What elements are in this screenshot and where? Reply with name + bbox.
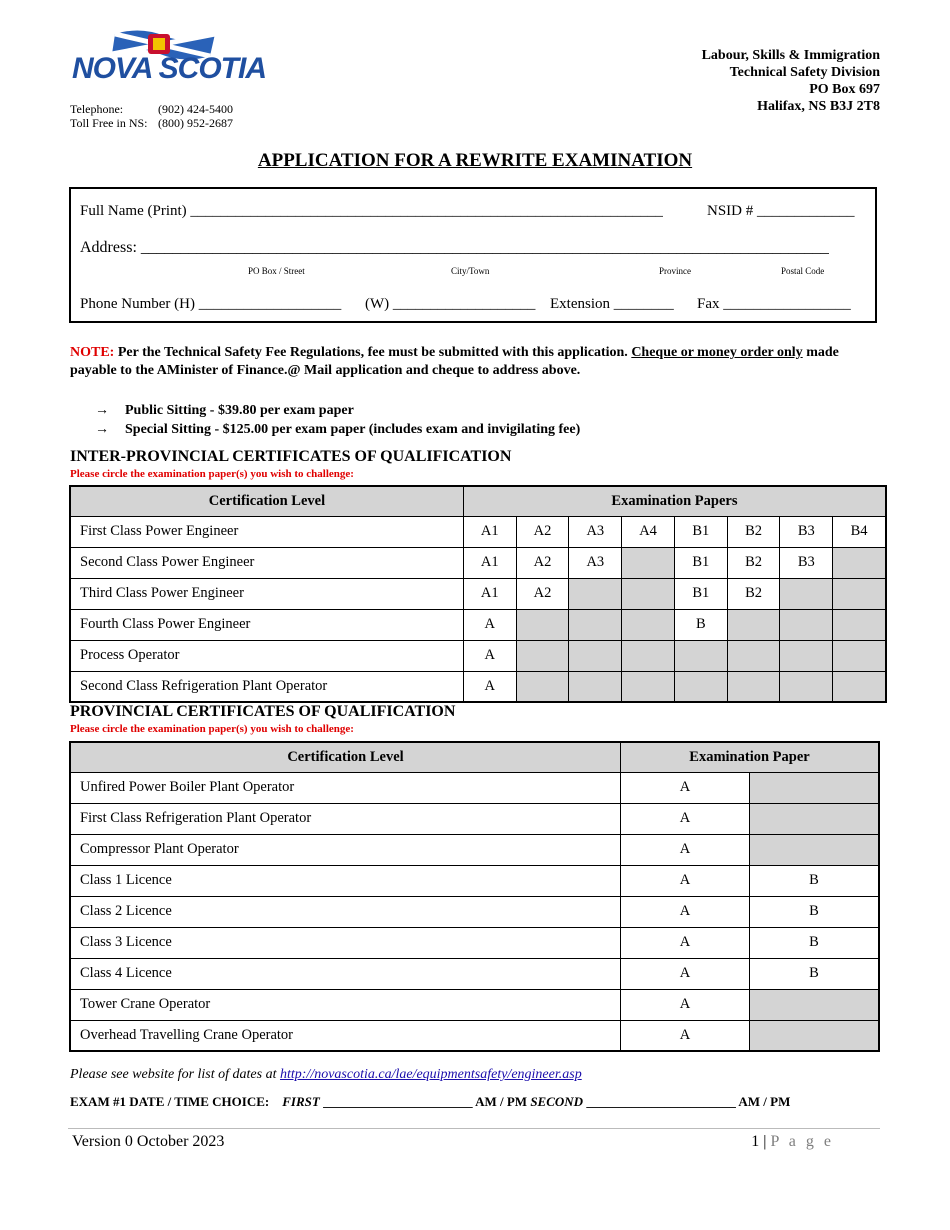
table-row <box>70 865 879 896</box>
cheque-emphasis: Cheque or money order only <box>631 345 803 360</box>
certification-name: Third Class Power Engineer <box>70 578 463 609</box>
phone-work-field[interactable]: (W) ___________________ <box>365 296 536 312</box>
contact-info <box>70 102 233 130</box>
website-note: Please see website for list of dates at http://novascotia.ca/lae/equipmentsafety/engineer.asp <box>70 1067 582 1082</box>
table-row <box>70 803 879 834</box>
exam-paper-cell[interactable]: B4 <box>833 516 886 547</box>
empty-cell <box>674 640 727 671</box>
certification-name: First Class Power Engineer <box>70 516 463 547</box>
empty-cell <box>750 834 880 865</box>
exam-paper-cell[interactable]: A2 <box>516 516 569 547</box>
col-examination-papers: Examination Papers <box>463 486 886 516</box>
exam-paper-cell[interactable]: A2 <box>516 547 569 578</box>
address-sub-postal: Postal Code <box>781 266 825 276</box>
first-choice-field[interactable]: _______________________ AM / PM <box>319 1094 531 1109</box>
exam-paper-cell[interactable]: A <box>621 896 750 927</box>
exam-paper-cell[interactable]: B <box>750 896 880 927</box>
empty-cell <box>516 609 569 640</box>
fax-field[interactable]: Fax _________________ <box>697 296 851 312</box>
exam-paper-cell[interactable]: A <box>463 640 516 671</box>
page-title: APPLICATION FOR A REWRITE EXAMINATION <box>257 150 693 171</box>
table-row <box>70 927 879 958</box>
empty-cell <box>750 772 880 803</box>
col-certification-level: Certification Level <box>70 486 463 516</box>
po-box: PO Box 697 <box>809 82 880 97</box>
col-certification-level: Certification Level <box>70 742 621 772</box>
empty-cell <box>622 578 675 609</box>
certification-name: First Class Refrigeration Plant Operator <box>70 803 621 834</box>
exam-paper-cell[interactable]: A <box>621 1020 750 1051</box>
certification-name: Unfired Power Boiler Plant Operator <box>70 772 621 803</box>
empty-cell <box>569 671 622 702</box>
page-number: 1 | P a g e <box>751 1133 834 1150</box>
empty-cell <box>727 640 780 671</box>
version-text: Version 0 October 2023 <box>72 1133 225 1150</box>
interprov-instruction: Please circle the examination paper(s) you wish to challenge: <box>70 468 354 480</box>
office-address <box>702 47 880 115</box>
exam-paper-cell[interactable]: B1 <box>674 516 727 547</box>
address-sub-city: City/Town <box>451 266 490 276</box>
phone-home-field[interactable]: Phone Number (H) ___________________ <box>80 296 342 312</box>
exam-paper-cell[interactable]: A <box>621 865 750 896</box>
exam-paper-cell[interactable]: B3 <box>780 547 833 578</box>
exam-paper-cell[interactable]: A1 <box>463 547 516 578</box>
arrow-right-icon: → <box>95 403 109 418</box>
exam-paper-cell[interactable]: A <box>621 958 750 989</box>
applicant-info-box <box>69 187 877 323</box>
fee-public: → Public Sitting - $39.80 per exam paper <box>95 403 354 418</box>
empty-cell <box>622 609 675 640</box>
exam-paper-cell[interactable]: B2 <box>727 578 780 609</box>
exam-paper-cell[interactable]: B1 <box>674 578 727 609</box>
certification-name: Compressor Plant Operator <box>70 834 621 865</box>
table-row <box>70 671 886 702</box>
exam-paper-cell[interactable]: B <box>750 865 880 896</box>
second-choice-field[interactable]: _______________________ AM / PM <box>583 1094 791 1109</box>
exam-paper-cell[interactable]: A <box>621 834 750 865</box>
logo-text: NOVA SCOTIA <box>72 52 267 85</box>
empty-cell <box>833 578 886 609</box>
empty-cell <box>833 671 886 702</box>
exam-paper-cell[interactable]: A <box>621 989 750 1020</box>
empty-cell <box>780 609 833 640</box>
telephone-value: (902) 424-5400 <box>158 102 233 116</box>
certification-name: Process Operator <box>70 640 463 671</box>
exam-paper-cell[interactable]: A1 <box>463 516 516 547</box>
empty-cell <box>516 671 569 702</box>
empty-cell <box>750 989 880 1020</box>
certification-name: Overhead Travelling Crane Operator <box>70 1020 621 1051</box>
exam-paper-cell[interactable]: A <box>621 772 750 803</box>
address-sub-pobox: PO Box / Street <box>248 266 305 276</box>
empty-cell <box>569 640 622 671</box>
empty-cell <box>833 609 886 640</box>
empty-cell <box>569 609 622 640</box>
certification-name: Second Class Refrigeration Plant Operator <box>70 671 463 702</box>
table-row <box>70 609 886 640</box>
table-row <box>70 578 886 609</box>
exam-paper-cell[interactable]: B2 <box>727 547 780 578</box>
empty-cell <box>833 547 886 578</box>
certification-name: Class 4 Licence <box>70 958 621 989</box>
exam-paper-cell[interactable]: A <box>621 927 750 958</box>
division: Technical Safety Division <box>729 65 880 80</box>
empty-cell <box>780 640 833 671</box>
certification-name: Class 2 Licence <box>70 896 621 927</box>
arrow-right-icon: → <box>95 422 109 437</box>
empty-cell <box>569 578 622 609</box>
tollfree-value: (800) 952-2687 <box>158 116 233 130</box>
prov-table <box>69 741 880 1052</box>
table-row <box>70 1020 879 1051</box>
certification-name: Second Class Power Engineer <box>70 547 463 578</box>
prov-instruction: Please circle the examination paper(s) you wish to challenge: <box>70 723 354 735</box>
table-row <box>70 640 886 671</box>
table-row <box>70 958 879 989</box>
empty-cell <box>622 547 675 578</box>
address-field[interactable]: Address: ______________________________________________________________________________________ <box>80 239 829 256</box>
table-row <box>70 834 879 865</box>
empty-cell <box>727 671 780 702</box>
exam-paper-cell[interactable]: A4 <box>622 516 675 547</box>
table-row <box>70 772 879 803</box>
empty-cell <box>674 671 727 702</box>
fee-list <box>95 401 580 439</box>
table-row <box>70 896 879 927</box>
prov-title: PROVINCIAL CERTIFICATES OF QUALIFICATION <box>70 703 456 720</box>
extension-field[interactable]: Extension ________ <box>550 296 674 312</box>
exam-date-choice: EXAM #1 DATE / TIME CHOICE: FIRST _______________________ AM / PM SECOND _______________________ AM / PM <box>70 1094 791 1109</box>
nsid-field[interactable]: NSID # _____________ <box>707 203 855 219</box>
exam-paper-cell[interactable]: A3 <box>569 516 622 547</box>
certification-name: Class 3 Licence <box>70 927 621 958</box>
note-label: NOTE: <box>70 345 115 360</box>
exam-paper-cell[interactable]: B3 <box>780 516 833 547</box>
interprov-table <box>69 485 887 703</box>
exam-paper-cell[interactable]: B <box>750 927 880 958</box>
empty-cell <box>833 640 886 671</box>
certification-name: Class 1 Licence <box>70 865 621 896</box>
col-examination-paper: Examination Paper <box>621 742 880 772</box>
exam-paper-cell[interactable]: A3 <box>569 547 622 578</box>
certification-name: Fourth Class Power Engineer <box>70 609 463 640</box>
certification-name: Tower Crane Operator <box>70 989 621 1020</box>
table-row <box>70 547 886 578</box>
full-name-field[interactable]: Full Name (Print) _______________________________________________________________ <box>80 203 663 219</box>
empty-cell <box>516 640 569 671</box>
footer-divider <box>68 1128 880 1129</box>
table-row <box>70 516 886 547</box>
empty-cell <box>780 578 833 609</box>
exam-paper-cell[interactable]: A2 <box>516 578 569 609</box>
empty-cell <box>622 640 675 671</box>
address-sub-province: Province <box>659 266 691 276</box>
empty-cell <box>727 609 780 640</box>
empty-cell <box>780 671 833 702</box>
exam-paper-cell[interactable]: A <box>621 803 750 834</box>
table-row <box>70 989 879 1020</box>
website-link[interactable]: http://novascotia.ca/lae/equipmentsafety/engineer.asp <box>279 1067 582 1082</box>
exam-paper-cell[interactable]: B1 <box>674 547 727 578</box>
department: Labour, Skills & Immigration <box>701 48 880 63</box>
tollfree-label: Toll Free in NS: <box>70 116 148 130</box>
exam-paper-cell[interactable]: A <box>463 671 516 702</box>
fee-note: NOTE: Per the Technical Safety Fee Regulations, fee must be submitted with this application. Cheque or money order only made payable to the AMinister of Finance.@ Mail application and cheque to address above. <box>70 345 839 378</box>
empty-cell <box>750 1020 880 1051</box>
exam-paper-cell[interactable]: A <box>463 609 516 640</box>
empty-cell <box>750 803 880 834</box>
empty-cell <box>622 671 675 702</box>
exam-paper-cell[interactable]: B <box>750 958 880 989</box>
fee-special: → Special Sitting - $125.00 per exam paper (includes exam and invigilating fee) <box>95 422 581 437</box>
exam-paper-cell[interactable]: A1 <box>463 578 516 609</box>
telephone-label: Telephone: <box>70 102 124 116</box>
exam-paper-cell[interactable]: B <box>674 609 727 640</box>
city: Halifax, NS B3J 2T8 <box>757 99 880 114</box>
exam-paper-cell[interactable]: B2 <box>727 516 780 547</box>
interprov-title: INTER-PROVINCIAL CERTIFICATES OF QUALIFICATION <box>70 448 512 465</box>
